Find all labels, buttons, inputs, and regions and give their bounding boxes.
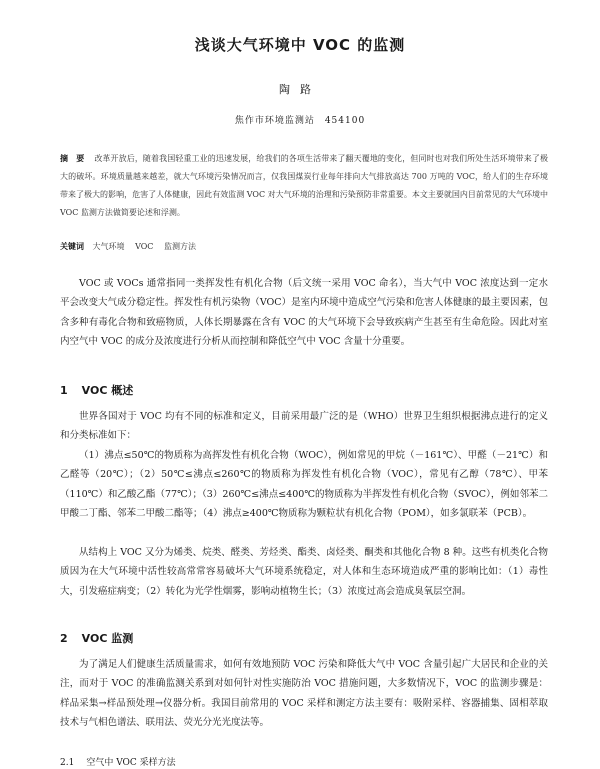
subsection-number: 2.1 [60, 758, 75, 768]
author-affiliation: 焦作市环境监测站 454100 [234, 116, 366, 126]
section-1-paragraph-3: 从结构上 VOC 又分为烯类、烷类、醛类、芳烃类、酯类、卤烃类、酮类和其他化合物 8 种。这些有机类化合物质因为在大气环境中活性较高常常容易破坏大气环境系统稳定，对人体和生态环境造成严重的影响比如：（1）毒性大，引发癌症病变；（2）转化为光学性烟雾，影响动植物生长；（3）浓度过高会造成臭氧层空洞。 [60, 547, 548, 597]
abstract [60, 150, 548, 222]
section-2-paragraph-1: 为了满足人们健康生活质量需求，如何有效地预防 VOC 污染和降低大气中 VOC 含量引起广大居民和企业的关注，而对于 VOC 的准确监测关系到对如何针对性实施防治 VOC 措施问题，大多数情况下，VOC 的监测步骤是：样品采集→样品预处理→仪器分析。我国目前常用的 VOC 采样和测定方法主要有：吸附采样、容器捕集、固相萃取技术与气相色谱法、联用法、荧光分光光度法等。 [60, 659, 548, 729]
paper-title: 浅谈大气环境中 VOC 的监测 [194, 36, 406, 54]
section-1-heading [60, 382, 548, 398]
section-2-heading [60, 630, 548, 646]
keywords [60, 240, 548, 254]
subsection-2-1-heading [60, 755, 548, 768]
keywords-label: 关键词 [60, 242, 84, 251]
subsection-title: 空气中 VOC 采样方法 [86, 758, 176, 768]
keyword-item: 监测方法 [163, 242, 196, 251]
keyword-item: VOC [135, 242, 154, 251]
section-title: VOC 概述 [81, 384, 134, 397]
section-number: 2 [60, 632, 68, 645]
author-name: 陶路 [279, 83, 321, 96]
abstract-text: 改革开放后，随着我国轻重工业的迅速发展，给我们的各项生活带来了翻天覆地的变化，但同时也对我们所处生活环境带来了极大的破坏。环境质量越来越差，就大气环境污染情况而言，仅我国煤炭行业每年排向大气排放高达 700 万吨的 VOC，给人们的生存环境带来了极大的影响，危害了人体健康，因此有效监测 VOC 对大气环境的治理和污染预防非常重要。本文主要就国内目前常见的大气环境中 VOC 监测方法做简要论述和浮测。 [60, 154, 548, 217]
section-1-paragraph-1: 世界各国对于 VOC 均有不同的标准和定义，目前采用最广泛的是（WHO）世界卫生组织根据沸点进行的定义和分类标准如下： [60, 411, 548, 442]
intro-paragraph: VOC 或 VOCs 通常指同一类挥发性有机化合物（后文统一采用 VOC 命名），当大气中 VOC 浓度达到一定水平会改变大气成分稳定性。挥发性有机污染物（VOC）是室内环境中造成空气污染和危害人体健康的最主要因素，包含多种有毒化合物和致癌物质，人体长期暴露在含有 VOC 的大气环境下会导致疾病产生甚至有生命危险。因此对室内空气中 VOC 的成分及浓度进行分析从而控制和降低空气中 VOC 含量十分重要。 [60, 278, 548, 348]
section-1-paragraph-2: （1）沸点≤50℃的物质称为高挥发性有机化合物（WOC），例如常见的甲烷（－161℃）、甲醛（－21℃）和乙醛等（20℃）；（2）50℃≤沸点≤260℃的物质称为挥发性有机化合物（VOC），常见有乙醇（78℃）、甲苯（110℃）和乙酸乙酯（77℃）；（3）260℃≤沸点≤400℃的物质称为半挥发性有机化合物（SVOC），例如邻苯二甲酸二丁酯、邻苯二甲酸二酯等；（4）沸点≥400℃物质称为颗粒状有机化合物（POM），如多氯联苯（PCB）。 [60, 450, 548, 520]
section-title: VOC 监测 [81, 632, 134, 645]
abstract-label: 摘 要 [60, 154, 85, 163]
keyword-item: 大气环境 [92, 242, 125, 251]
section-number: 1 [60, 384, 68, 397]
